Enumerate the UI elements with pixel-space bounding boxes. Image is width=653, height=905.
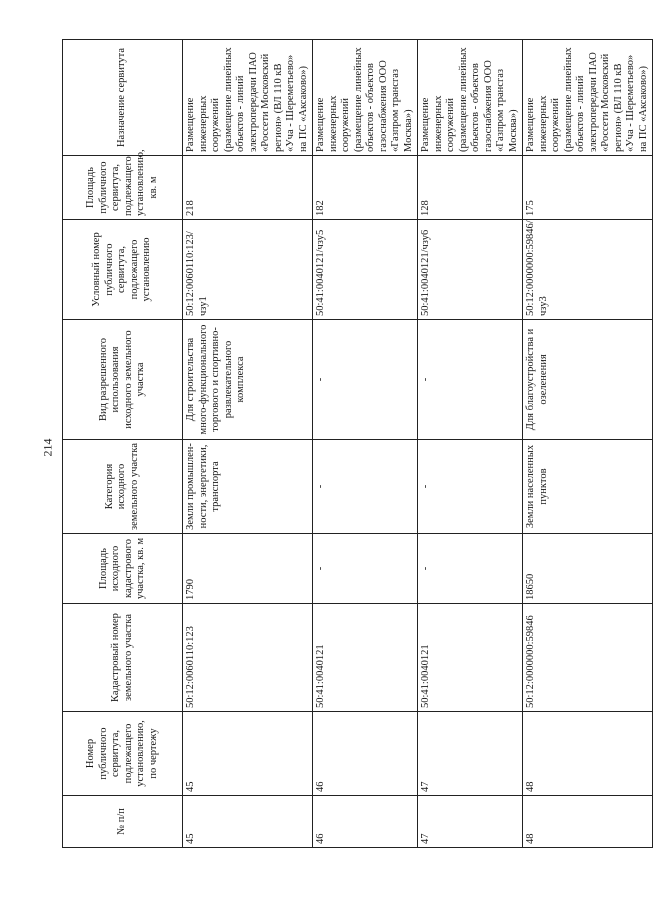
cell-category: - — [418, 440, 523, 534]
cell-num: 48 — [523, 796, 653, 848]
cell-purpose: Размещение инженерных сооружений (размещение линейных объектов - линий электропередачи ПАО «Россети Московский регион» (ВЛ 110 кВ «Уча - Шереметьево» на ПС «Аксаково») — [523, 40, 653, 156]
header-cadastral-number: Кадастровый номер земельного участка — [63, 604, 183, 712]
header-permitted-use: Вид разрешенного использования исходного земельного участка — [63, 320, 183, 440]
cell-servitude-number: 48 — [523, 712, 653, 796]
cell-area-servitude: 218 — [183, 156, 313, 220]
cell-servitude-number: 46 — [313, 712, 418, 796]
cell-cadastral-number: 50:12:0060110:123 — [183, 604, 313, 712]
cell-area-servitude: 128 — [418, 156, 523, 220]
cell-area-parcel: 1790 — [183, 534, 313, 604]
table-row — [313, 40, 418, 848]
cell-purpose: Размещение инженерных сооружений (размещение линейных объектов - объектов газоснабжения ООО «Газпром трансгаз Москва») — [418, 40, 523, 156]
cell-num: 46 — [313, 796, 418, 848]
cell-permitted-use: - — [313, 320, 418, 440]
table-row — [418, 40, 523, 848]
header-num: № п/п — [63, 796, 183, 848]
cell-area-parcel: 18650 — [523, 534, 653, 604]
cell-conditional-number: 50:12:0060110:123/чзу1 — [183, 220, 313, 320]
cell-num: 45 — [183, 796, 313, 848]
cell-purpose: Размещение инженерных сооружений (размещение линейных объектов - объектов газоснабжения ООО «Газпром трансгаз Москва») — [313, 40, 418, 156]
header-category: Категория исходного земельного участка — [63, 440, 183, 534]
header-conditional-number: Условный номер публичного сервитута, подлежащего установлению — [63, 220, 183, 320]
table-row — [523, 40, 653, 848]
cell-conditional-number: 50:41:0040121/чзу5 — [313, 220, 418, 320]
cell-category: - — [313, 440, 418, 534]
header-area-servitude: Площадь публичного сервитута, подлежащего установлению, кв. м — [63, 156, 183, 220]
cell-permitted-use: Для благоустройства и озеленения — [523, 320, 653, 440]
page-number: 214 — [40, 438, 55, 457]
cell-area-servitude: 175 — [523, 156, 653, 220]
header-area-parcel: Площадь исходного кадастрового участка, кв. м — [63, 534, 183, 604]
cell-servitude-number: 47 — [418, 712, 523, 796]
cell-category: Земли населенных пунктов — [523, 440, 653, 534]
table-header-row — [63, 40, 183, 848]
cell-conditional-number: 50:41:0040121/чзу6 — [418, 220, 523, 320]
cell-area-servitude: 182 — [313, 156, 418, 220]
cell-servitude-number: 45 — [183, 712, 313, 796]
cell-area-parcel: - — [418, 534, 523, 604]
table-row — [183, 40, 313, 848]
cell-area-parcel: - — [313, 534, 418, 604]
cell-category: Земли промышлен-ности, энергетики, транспорта — [183, 440, 313, 534]
servitude-table — [62, 39, 653, 848]
cell-purpose: Размещение инженерных сооружений (размещение линейных объектов - линий электропередачи ПАО «Россети Московский регион» (ВЛ 110 кВ «Уча - Шереметьево» на ПС «Аксаково») — [183, 40, 313, 156]
cell-cadastral-number: 50:41:0040121 — [313, 604, 418, 712]
cell-permitted-use: Для строительства много-функционального торгового и спортивно-развлекательного комплекса — [183, 320, 313, 440]
header-servitude-number: Номер публичного сервитута, подлежащего установлению, по чертежу — [63, 712, 183, 796]
cell-conditional-number: 50:12:0000000:59846/чзу3 — [523, 220, 653, 320]
header-purpose: Назначение сервитута — [63, 40, 183, 156]
cell-num: 47 — [418, 796, 523, 848]
cell-permitted-use: - — [418, 320, 523, 440]
cell-cadastral-number: 50:41:0040121 — [418, 604, 523, 712]
cell-cadastral-number: 50:12:0000000:59846 — [523, 604, 653, 712]
rotated-table-container — [62, 40, 649, 848]
